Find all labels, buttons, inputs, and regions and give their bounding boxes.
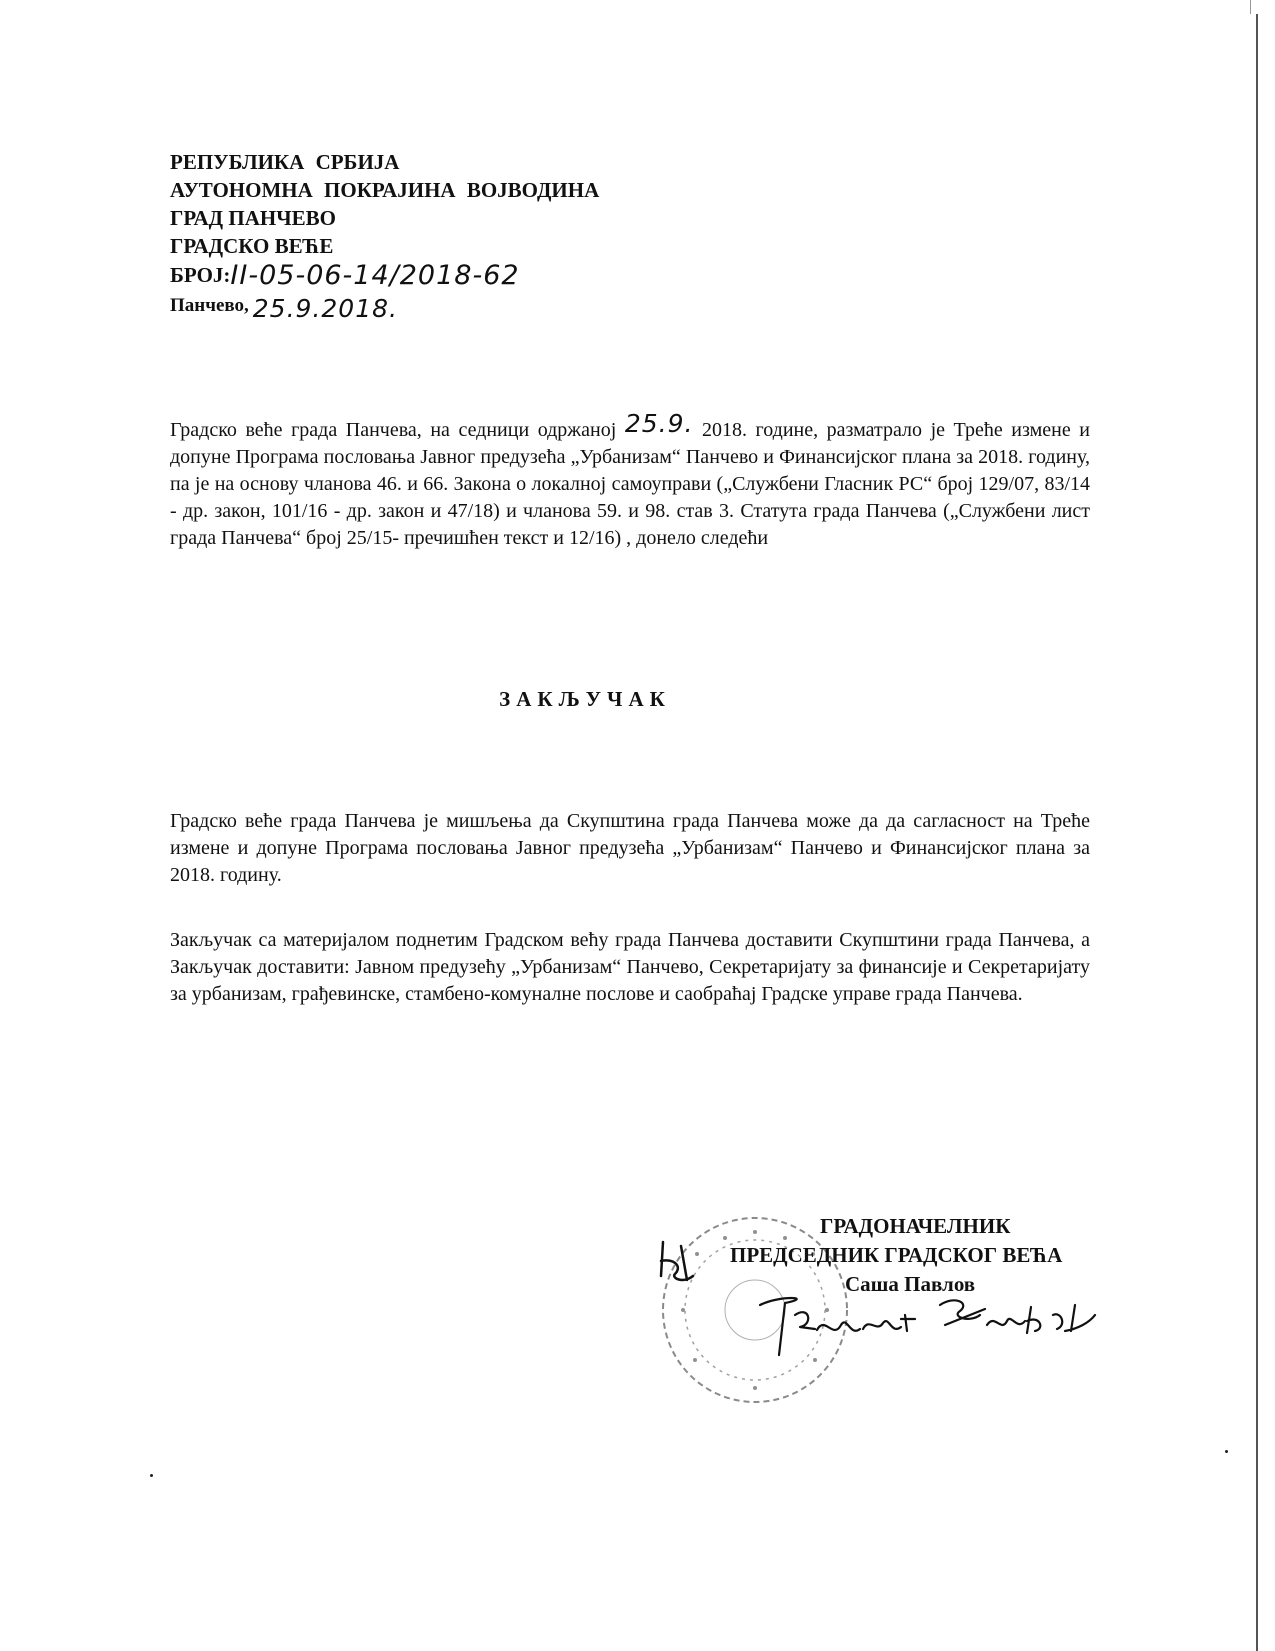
document-header: [170, 148, 600, 323]
header-country: РЕПУБЛИКА СРБИЈА: [170, 150, 400, 174]
signature-title-mayor: ГРАДОНАЧЕЛНИК: [820, 1214, 1011, 1238]
header-province: АУТОНОМНА ПОКРАЈИНА ВОЈВОДИНА: [170, 178, 600, 202]
signature-title-president: ПРЕДСЕДНИК ГРАДСКОГ ВЕЋА: [730, 1243, 1063, 1267]
broj-label: БРОЈ:: [170, 263, 231, 287]
place-label: Панчево,: [170, 295, 249, 316]
header-reference-number: [170, 260, 599, 289]
intro-paragraph: [170, 409, 1090, 552]
intro-handwritten-date: 25.9.: [624, 409, 694, 438]
header-city: ГРАД ПАНЧЕВО: [170, 206, 336, 230]
delivery-paragraph: Закључак са материјалом поднетим Градском већу града Панчева доставити Скупштини града Панчева, а Закључак доставити: Јавном предузећу „Урбанизам“ Панчево, Секретаријату за финансије и Секретаријату за урбанизам, грађевинске, стамбено-комуналне послове и саобраћај Градске управе града Панчева.: [170, 929, 1090, 1005]
signature-name: Саша Павлов: [845, 1272, 976, 1296]
conclusion-paragraph: Градско веће града Панчева је мишљења да Скупштина града Панчева може да да сагласност на Треће измене и допуне Програма пословања Јавног предузећа „Урбанизам“ Панчево и Финансијског плана за 2018. годину.: [170, 810, 1090, 886]
broj-handwritten-value: II-05-06-14/2018-62: [230, 260, 520, 291]
handwritten-signature-icon: [755, 1285, 1100, 1365]
initials-scribble-icon: [653, 1236, 728, 1296]
document-title: ЗАКЉУЧАК: [499, 687, 671, 711]
place-handwritten-date: 25.9.2018.: [252, 294, 398, 323]
scan-speck: [1225, 1450, 1228, 1453]
page-corner: [1250, 0, 1275, 14]
header-council: ГРАДСКО ВЕЋЕ: [170, 234, 334, 258]
page-edge: [1256, 0, 1258, 1651]
header-place-date: [170, 289, 599, 323]
intro-after-date: 2018. године, разматрало је Треће измене и допуне Програма пословања Јавног предузећа „Урбанизам“ Панчево и Финансијског плана за 2018. годину, па је на основу чланова 46. и 66. Закона о локалној самоуправи („Службени Гласник РС“ број 129/07, 83/14 - др. закон, 101/16 - др. закон и 47/18) и чланова 59. и 98. став 3. Статута града Панчева („Службени лист града Панчева“ број 25/15- пречишћен текст и 12/16) , донело следећи: [170, 419, 1090, 549]
intro-before-date: Градско веће града Панчева, на седници одржаној: [170, 419, 625, 441]
scan-speck: [150, 1474, 153, 1477]
